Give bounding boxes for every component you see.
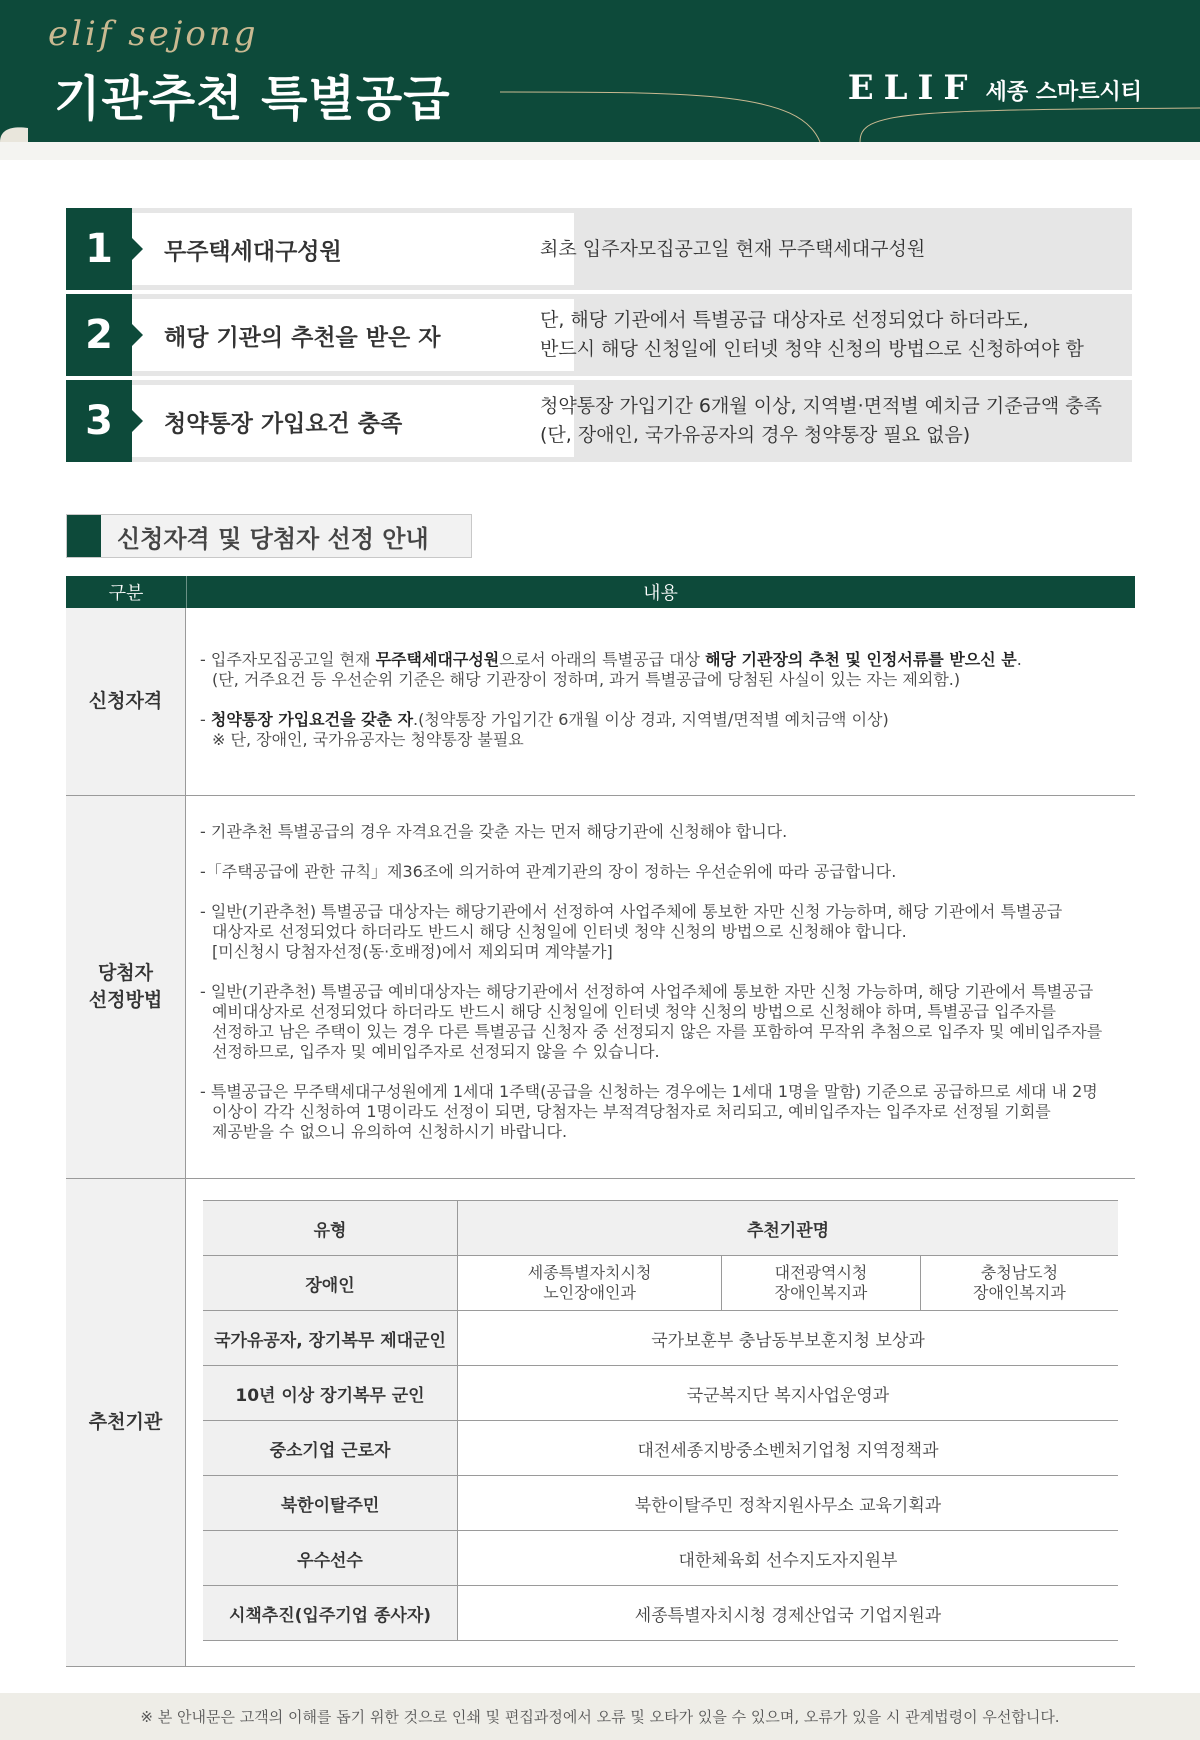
row-label-line: 당첨자 xyxy=(97,962,154,984)
agency-type: 북한이탈주민 xyxy=(203,1476,458,1531)
table-row xyxy=(203,1531,1118,1586)
text: 으로서 아래의 특별공급 대상 xyxy=(499,650,706,669)
row-label xyxy=(66,796,186,1178)
agency-name: 세종특별자치시청 경제산업국 기업지원과 xyxy=(458,1586,1119,1641)
agency-type: 중소기업 근로자 xyxy=(203,1421,458,1476)
text: 예비대상자로 선정되었다 하더라도 반드시 해당 신청일에 인터넷 청약 신청의 방법으로 신청해야 하며, 특별공급 입주자를 xyxy=(212,1002,1057,1021)
section-marker xyxy=(67,515,101,557)
text: 선정하므로, 입주자 및 예비입주자로 선정되지 않을 수 있습니다. xyxy=(212,1042,660,1061)
agency-name-line: 장애인복지과 xyxy=(774,1283,868,1302)
agency-table-header xyxy=(203,1201,1118,1256)
header-agency-name: 추천기관명 xyxy=(458,1201,1119,1256)
table-row-eligibility xyxy=(66,608,1135,796)
selection-paragraph xyxy=(198,1082,1118,1142)
requirement-description-line: (단, 장애인, 국가유공자의 경우 청약통장 필요 없음) xyxy=(540,424,971,446)
agency-name-line: 장애인복지과 xyxy=(973,1283,1066,1302)
requirement-description-line: 청약통장 가입기간 6개월 이상, 지역별·면적별 예치금 기준금액 충족 xyxy=(540,395,1103,417)
eligibility-paragraph xyxy=(198,710,1118,750)
text: (단, 거주요건 등 우선순위 기준은 해당 기관장이 정하며, 과거 특별공급에 당첨된 사실이 있는 자는 제외함.) xyxy=(212,670,961,689)
text: 제공받을 수 없으니 유의하여 신청하시기 바랍니다. xyxy=(212,1122,568,1141)
agency-name: 국가보훈부 충남동부보훈지청 보상과 xyxy=(458,1311,1119,1366)
agency-name: 북한이탈주민 정착지원사무소 교육기획과 xyxy=(458,1476,1119,1531)
table-row xyxy=(203,1421,1118,1476)
page-title: 기관추천 특별공급 xyxy=(54,71,451,127)
requirement-description-line: 단, 해당 기관에서 특별공급 대상자로 선정되었다 하더라도, xyxy=(540,309,1029,331)
requirement-description xyxy=(540,294,1084,376)
table-header xyxy=(66,576,1135,608)
agency-type: 시책추진(입주기업 종사자) xyxy=(203,1586,458,1641)
requirement-label: 청약통장 가입요건 충족 xyxy=(164,410,403,437)
table-row xyxy=(203,1256,1118,1311)
row-content xyxy=(198,650,1118,750)
column-header-category: 구분 xyxy=(66,576,187,608)
requirement-row xyxy=(66,294,1132,376)
requirement-number: 3 xyxy=(66,380,132,462)
chevron-right-icon xyxy=(132,238,143,260)
logo-subtitle: 세종 스마트시티 xyxy=(985,80,1142,105)
text: - 특별공급은 무주택세대구성원에게 1세대 1주택(공급을 신청하는 경우에는 1세대 1명을 말함) 기준으로 공급하므로 세대 내 2명 xyxy=(200,1082,1098,1101)
agency-name: 국군복지단 복지사업운영과 xyxy=(458,1366,1119,1421)
emphasis-text: 청약통장 가입요건을 갖춘 자 xyxy=(210,710,414,729)
selection-paragraph: - 기관추천 특별공급의 경우 자격요건을 갖춘 자는 먼저 해당기관에 신청해야 합니다. xyxy=(200,822,788,841)
table-row xyxy=(203,1366,1118,1421)
table-row xyxy=(203,1586,1118,1641)
eligibility-paragraph xyxy=(198,650,1118,690)
page-header xyxy=(0,0,1200,142)
agency-name-line: 대전광역시청 xyxy=(774,1263,868,1282)
text: 대상자로 선정되었다 하더라도 반드시 해당 신청일에 인터넷 청약 신청의 방법으로 신청해야 합니다. xyxy=(212,922,907,941)
agency-table xyxy=(203,1200,1118,1641)
note-text: ※ 단, 장애인, 국가유공자는 청약통장 불필요 xyxy=(212,730,524,749)
agency-type: 10년 이상 장기복무 군인 xyxy=(203,1366,458,1421)
text: . xyxy=(1016,650,1022,669)
row-content xyxy=(198,822,1118,1142)
selection-paragraph xyxy=(198,982,1118,1062)
emphasis-text: 해당 기관장의 추천 및 인정서류를 받으신 분 xyxy=(705,650,1017,669)
agency-name xyxy=(920,1256,1118,1311)
text: .(청약통장 가입기간 6개월 이상 경과, 지역별/면적별 예치금액 이상) xyxy=(413,710,889,729)
text: - xyxy=(200,710,211,729)
requirement-description xyxy=(540,380,1102,462)
chevron-right-icon xyxy=(132,410,143,432)
section-heading xyxy=(66,514,472,558)
requirement-description-line: 최초 입주자모집공고일 현재 무주택세대구성원 xyxy=(540,237,926,260)
chevron-right-icon xyxy=(132,324,143,346)
footer-disclaimer: ※ 본 안내문은 고객의 이해를 돕기 위한 것으로 인쇄 및 편집과정에서 오류 및 오타가 있을 수 있으며, 오류가 있을 시 관계법령이 우선합니다. xyxy=(0,1693,1200,1740)
header-type: 유형 xyxy=(203,1201,458,1256)
row-label: 추천기관 xyxy=(66,1179,186,1666)
logo-mark: ELIF xyxy=(847,68,978,108)
requirement-description xyxy=(540,208,925,290)
header-band xyxy=(0,142,1200,160)
column-header-content: 내용 xyxy=(643,583,678,604)
selection-paragraph xyxy=(198,902,1118,962)
table-row xyxy=(203,1311,1118,1366)
requirement-label: 무주택세대구성원 xyxy=(164,238,342,265)
brand-logo xyxy=(848,68,1142,108)
requirement-row xyxy=(66,380,1132,462)
table-row-selection xyxy=(66,796,1135,1179)
requirement-description-line: 반드시 해당 신청일에 인터넷 청약 신청의 방법으로 신청하여야 함 xyxy=(540,338,1084,360)
row-label-line: 선정방법 xyxy=(88,989,163,1011)
agency-name-line: 세종특별자치시청 xyxy=(527,1263,652,1282)
agency-name: 대전세종지방중소벤처기업청 지역정책과 xyxy=(458,1421,1119,1476)
agency-name-line: 충청남도청 xyxy=(980,1263,1059,1282)
row-label: 신청자격 xyxy=(66,608,186,795)
agency-name xyxy=(458,1256,722,1311)
agency-name: 대한체육회 선수지도자지원부 xyxy=(458,1531,1119,1586)
table-row xyxy=(203,1476,1118,1531)
agency-name xyxy=(722,1256,921,1311)
emphasis-text: 무주택세대구성원 xyxy=(375,650,500,669)
section-title: 신청자격 및 당첨자 선정 안내 xyxy=(117,524,429,553)
requirement-number: 2 xyxy=(66,294,132,376)
text: 이상이 각각 신청하여 1명이라도 선정이 되면, 당첨자는 부적격당첨자로 처리되고, 예비입주자는 입주자로 선정될 기회를 xyxy=(212,1102,1051,1121)
agency-type: 장애인 xyxy=(203,1256,458,1311)
requirement-number: 1 xyxy=(66,208,132,290)
text: 선정하고 남은 주택이 있는 경우 다른 특별공급 신청자 중 선정되지 않은 자를 포함하여 무작위 추첨으로 입주자 및 예비입주자를 xyxy=(212,1022,1103,1041)
text: - 일반(기관추천) 특별공급 예비대상자는 해당기관에서 선정하여 사업주체에 통보한 자만 신청 가능하며, 해당 기관에서 특별공급 xyxy=(200,982,1094,1001)
agency-name-line: 노인장애인과 xyxy=(543,1283,636,1302)
selection-paragraph: -「주택공급에 관한 규칙」제36조에 의거하여 관계기관의 장이 정하는 우선순위에 따라 공급합니다. xyxy=(200,862,897,881)
text: [미신청시 당첨자선정(동·호배정)에서 제외되며 계약불가] xyxy=(212,942,613,961)
script-logo-text: elif sejong xyxy=(48,14,259,54)
agency-type: 우수선수 xyxy=(203,1531,458,1586)
requirement-label: 해당 기관의 추천을 받은 자 xyxy=(164,324,441,351)
requirement-row xyxy=(66,208,1132,290)
text: - 입주자모집공고일 현재 xyxy=(200,650,376,669)
agency-type: 국가유공자, 장기복무 제대군인 xyxy=(203,1311,458,1366)
text: - 일반(기관추천) 특별공급 대상자는 해당기관에서 선정하여 사업주체에 통보한 자만 신청 가능하며, 해당 기관에서 특별공급 xyxy=(200,902,1063,921)
